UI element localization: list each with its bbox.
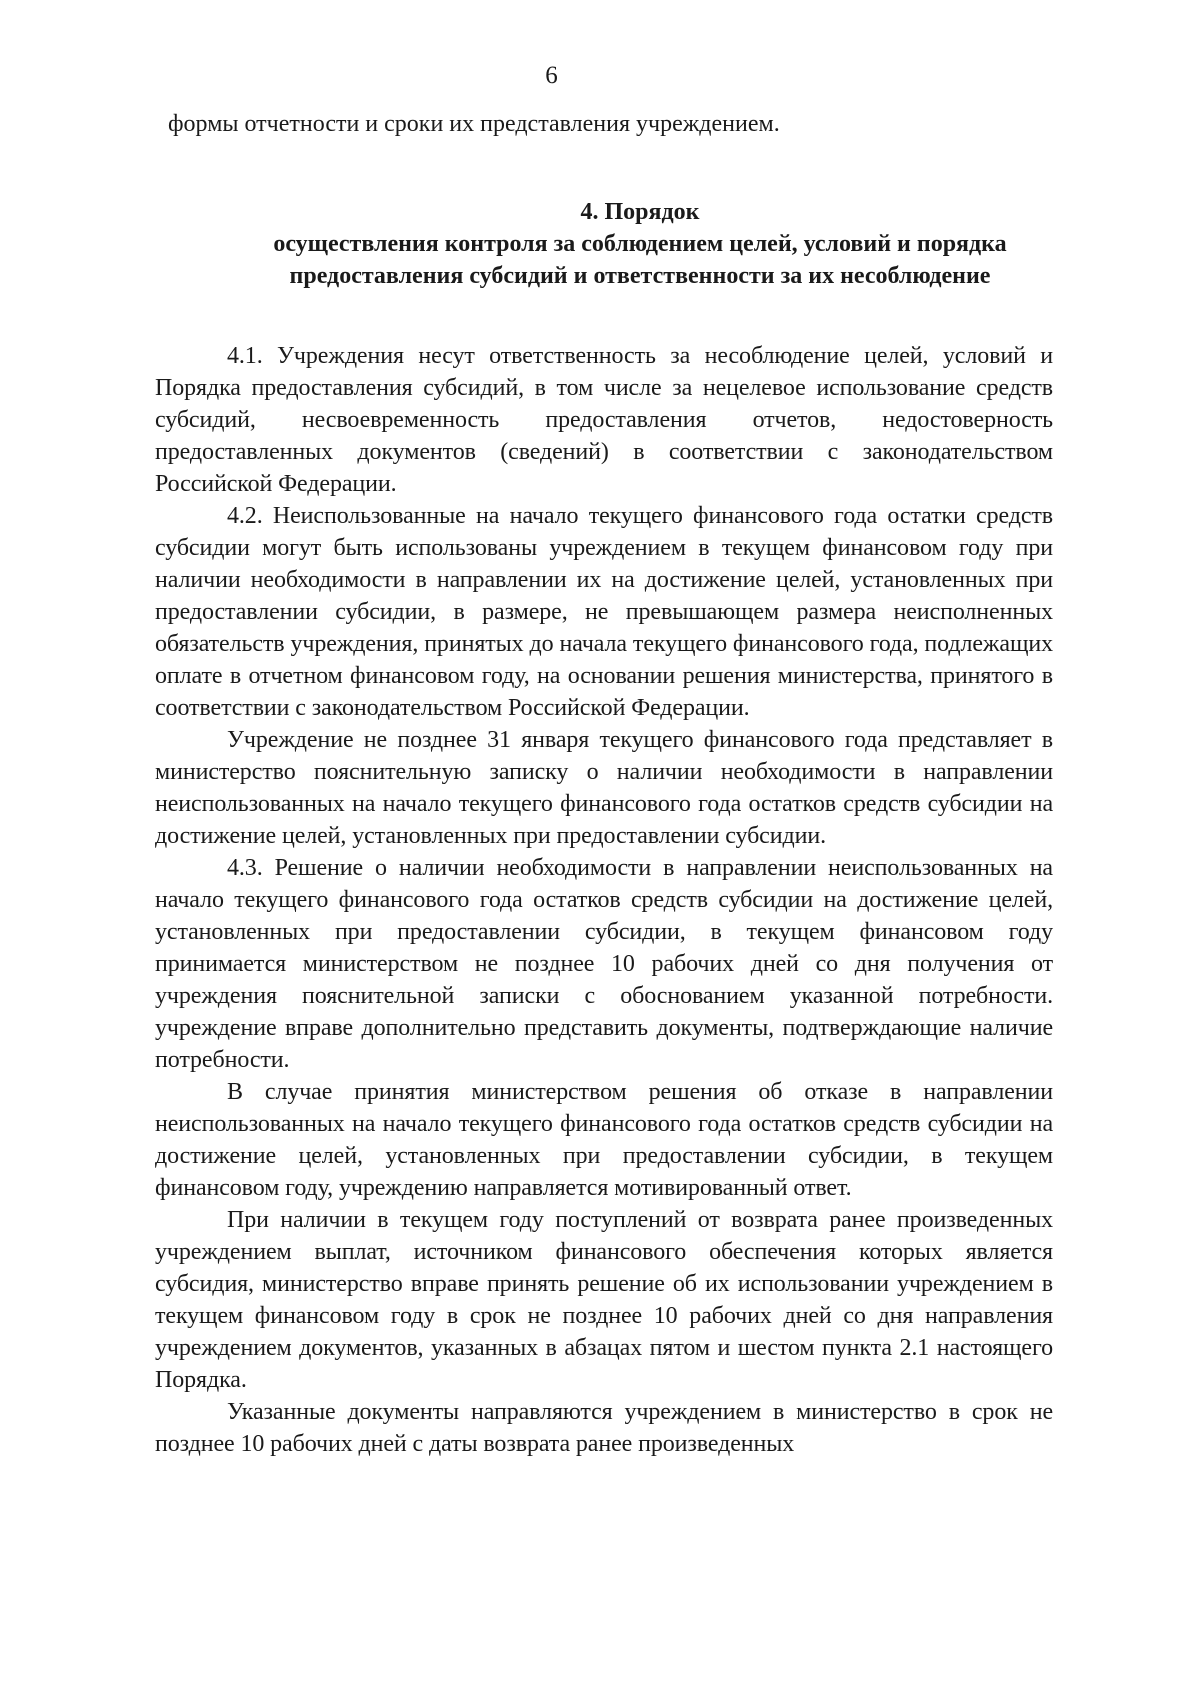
section-subtitle-line: предоставления субсидий и ответственности за их несоблюдение [289, 263, 991, 289]
paragraph-4-1: 4.1. Учреждения несут ответственность за несоблюдение целей, условий и Порядка предоставления субсидий, в том числе за нецелевое использование средств субсидий, несвоевременность предоставления отчетов, недостоверность предоставленных документов (сведений) в соответствии с законодательством Российской Федерации. [155, 343, 1053, 497]
section-body [155, 340, 1053, 1460]
paragraph-note-deadline: Учреждение не позднее 31 января текущего финансового года представляет в министерство пояснительную записку о наличии необходимости в направлении неиспользованных на начало текущего финансового года остатков средств субсидии на достижение целей, установленных при предоставлении субсидии. [155, 727, 1053, 849]
paragraph-returns: При наличии в текущем году поступлений от возврата ранее произведенных учреждением выплат, источником финансового обеспечения которых является субсидия, министерство вправе принять решение об их использовании учреждением в текущем финансовом году в срок не позднее 10 рабочих дней со дня направления учреждением документов, указанных в абзацах пятом и шестом пункта 2.1 настоящего Порядка. [155, 1207, 1053, 1393]
paragraph-refusal: В случае принятия министерством решения об отказе в направлении неиспользованных на начало текущего финансового года остатков средств субсидии на достижение целей, установленных при предоставлении субсидии, в текущем финансовом году, учреждению направляется мотивированный ответ. [155, 1079, 1053, 1201]
paragraph-documents: Указанные документы направляются учреждением в министерство в срок не позднее 10 рабочих дней с даты возврата ранее произведенных [155, 1399, 1053, 1457]
paragraph-4-2: 4.2. Неиспользованные на начало текущего финансового года остатки средств субсидии могут быть использованы учреждением в текущем финансовом году при наличии необходимости в направлении их на достижение целей, установленных при предоставлении субсидии, в размере, не превышающем размера неисполненных обязательств учреждения, принятых до начала текущего финансового года, подлежащих оплате в отчетном финансовом году, на основании решения министерства, принятого в соответствии с законодательством Российской Федерации. [155, 503, 1053, 721]
section-subtitle-line: осуществления контроля за соблюдением целей, условий и порядка [273, 231, 1007, 257]
section-heading [150, 196, 1130, 292]
continuation-line: формы отчетности и сроки их представления учреждением. [168, 111, 780, 137]
paragraph-4-3: 4.3. Решение о наличии необходимости в направлении неиспользованных на начало текущего финансового года остатков средств субсидии на достижение целей, установленных при предоставлении субсидии, в текущем финансовом году принимается министерством не позднее 10 рабочих дней со дня получения от учреждения пояснительной записки с обоснованием указанной потребности. учреждение вправе дополнительно представить документы, подтверждающие наличие потребности. [155, 855, 1053, 1073]
page-number: 6 [545, 62, 558, 89]
section-title: 4. Порядок [580, 199, 700, 225]
